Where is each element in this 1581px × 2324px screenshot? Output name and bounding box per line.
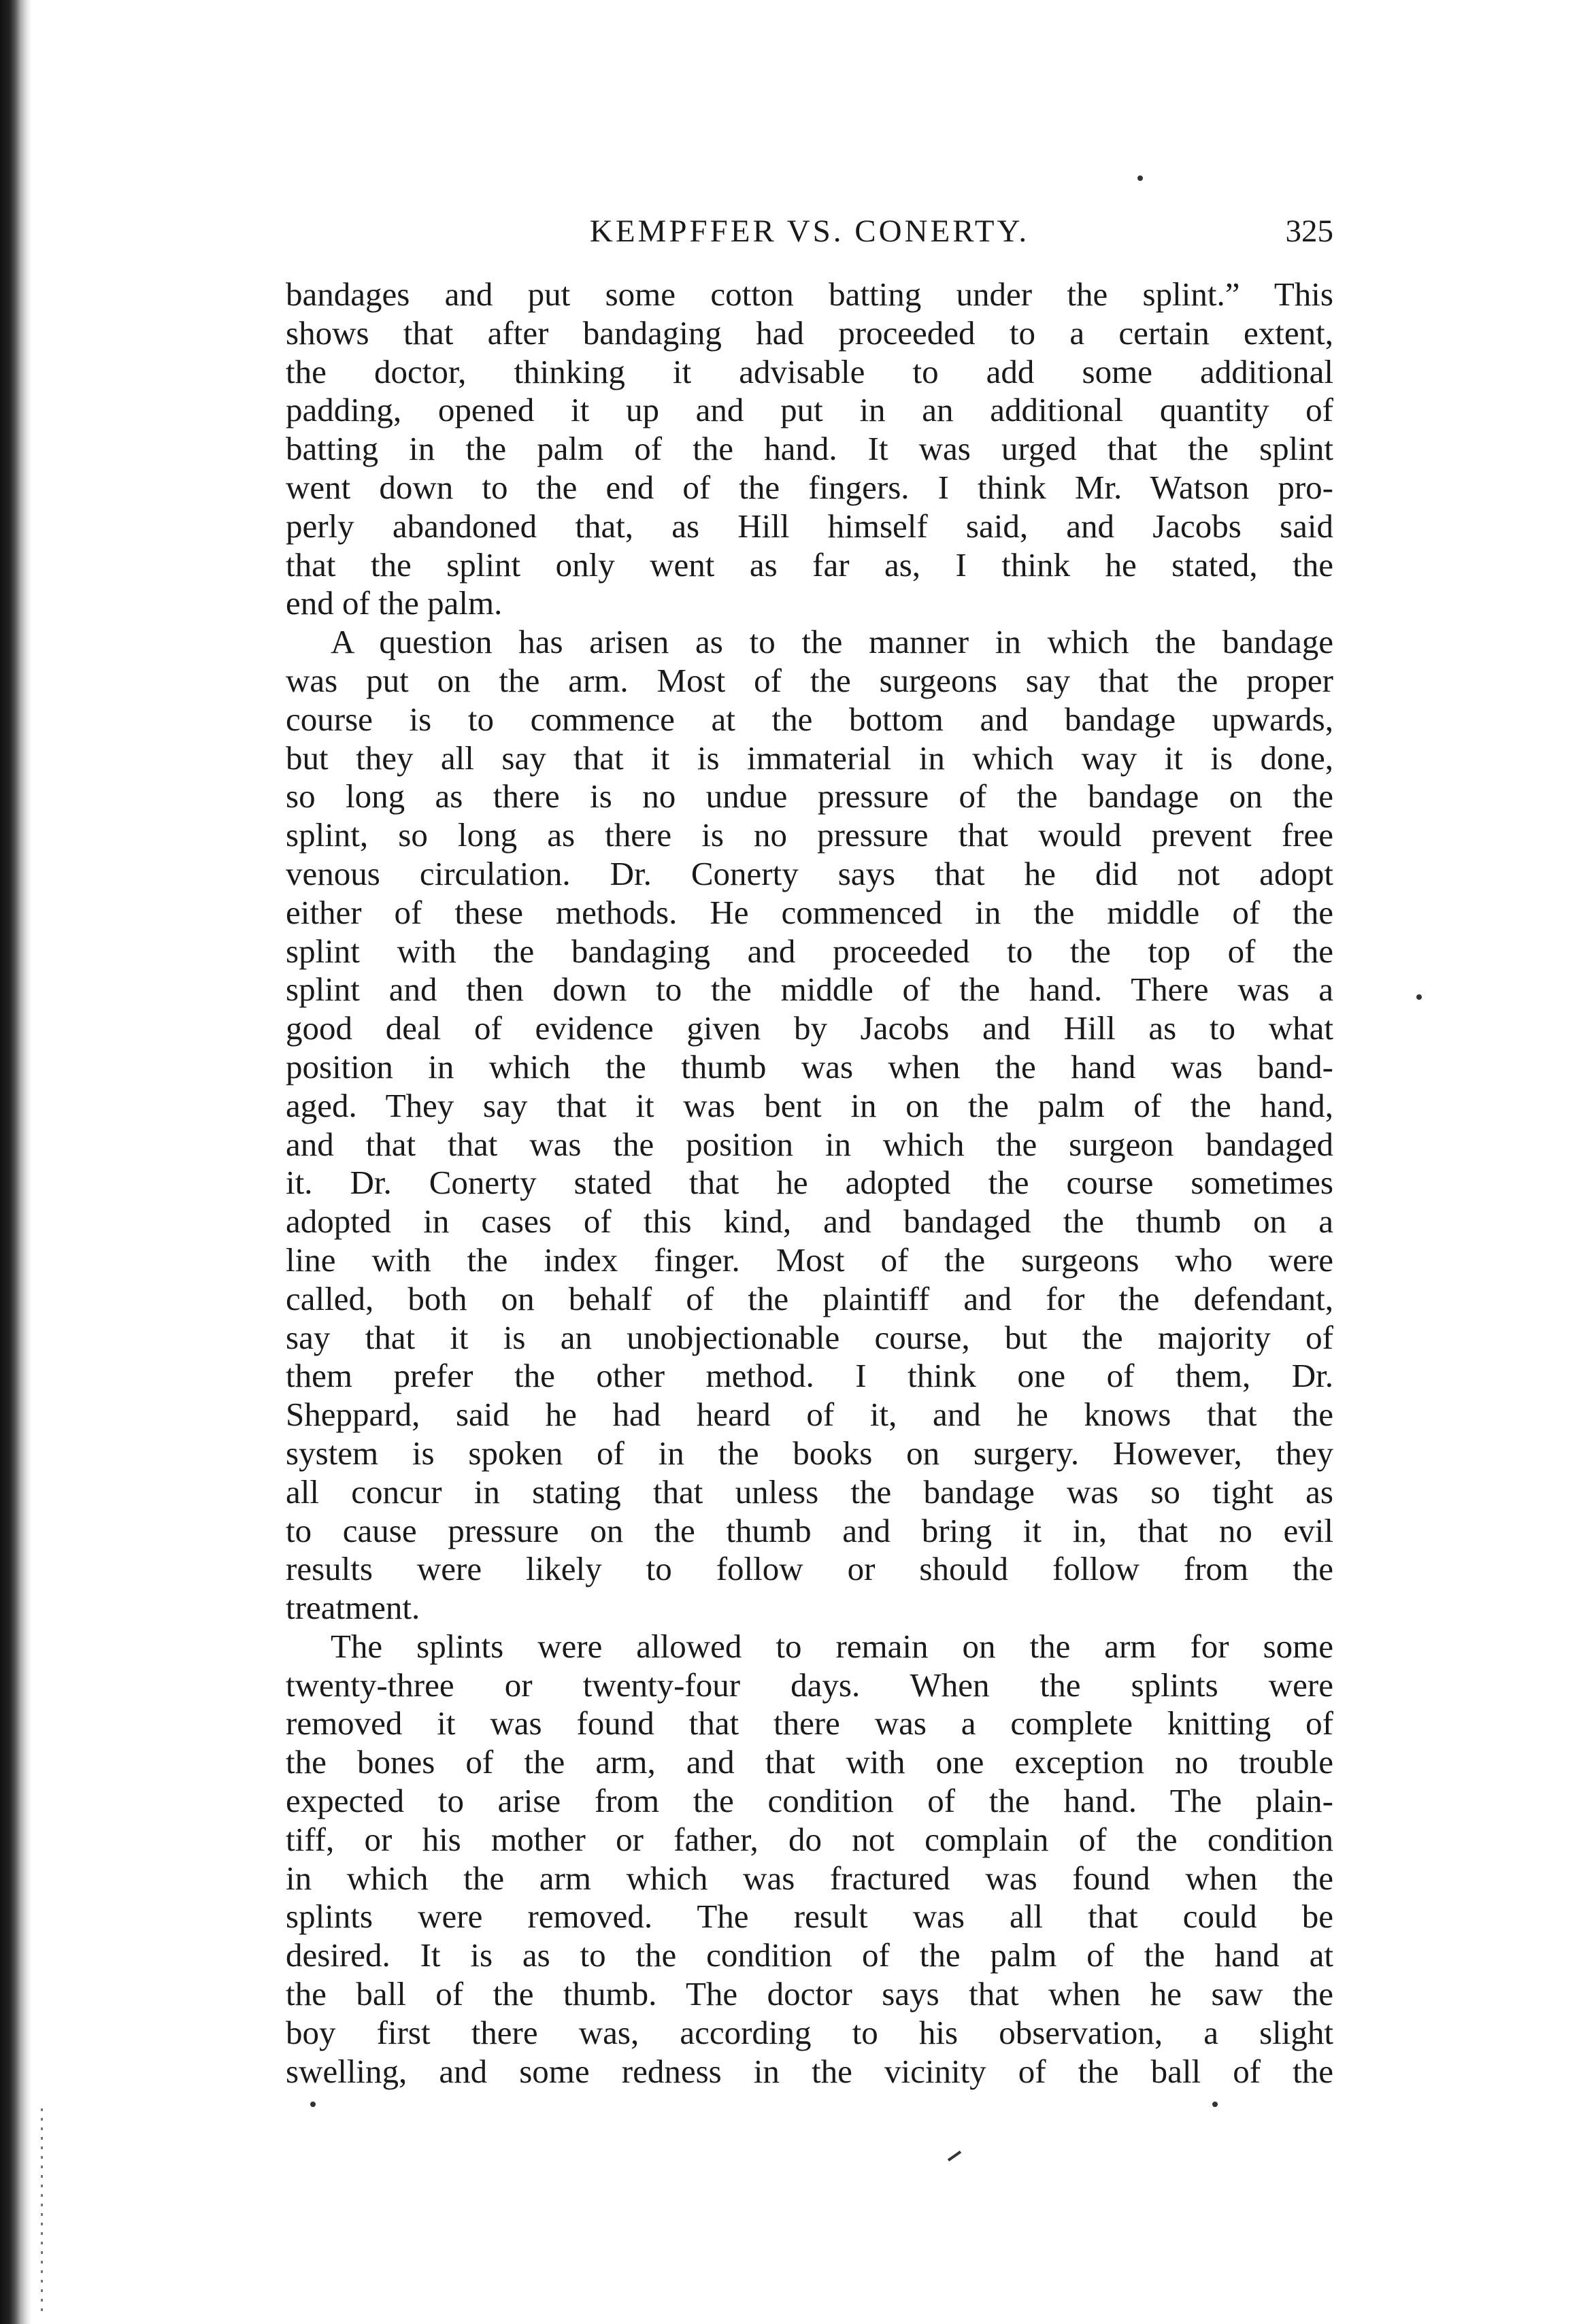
text-line: twenty-three or twenty-four days. When the splints were	[286, 1666, 1333, 1704]
text-line: good deal of evidence given by Jacobs and Hill as to what	[286, 1009, 1333, 1047]
text-line: Sheppard, said he had heard of it, and he knows that the	[286, 1396, 1333, 1434]
text-line: course is to commence at the bottom and bandage upwards,	[286, 700, 1333, 738]
text-line: aged. They say that it was bent in on the palm of the hand,	[286, 1086, 1333, 1124]
text-line: it. Dr. Conerty stated that he adopted the course sometimes	[286, 1164, 1333, 1202]
page-header	[286, 204, 1333, 258]
text-line: adopted in cases of this kind, and bandaged the thumb on a	[286, 1202, 1333, 1241]
text-line: all concur in stating that unless the bandage was so tight as	[286, 1472, 1333, 1511]
print-mark	[948, 2151, 961, 2161]
text-line: splints were removed. The result was all that could be	[286, 1898, 1333, 1936]
text-line: desired. It is as to the condition of the palm of the hand at	[286, 1936, 1333, 1974]
binding-edge	[0, 0, 31, 2324]
text-line: shows that after bandaging had proceeded to a certain extent,	[286, 314, 1333, 352]
text-line: splint and then down to the middle of the hand. There was a	[286, 971, 1333, 1009]
text-line: A question has arisen as to the manner in which the bandage	[331, 623, 1333, 661]
text-line: splint, so long as there is no pressure that would prevent free	[286, 816, 1333, 854]
text-line: removed it was found that there was a complete knitting of	[286, 1704, 1333, 1742]
text-line: tiff, or his mother or father, do not complain of the condition	[286, 1820, 1333, 1858]
text-line: end of the palm.	[286, 584, 503, 622]
text-line: results were likely to follow or should follow from the	[286, 1550, 1333, 1588]
page-number: 325	[1285, 214, 1333, 249]
text-line: and that that was the position in which the surgeon bandaged	[286, 1125, 1333, 1163]
text-line: to cause pressure on the thumb and bring it in, that no evil	[286, 1511, 1333, 1549]
text-line: treatment.	[286, 1589, 420, 1627]
text-line: that the splint only went as far as, I think he stated, the	[286, 545, 1333, 584]
text-line: expected to arise from the condition of the hand. The plain-	[286, 1782, 1333, 1820]
text-line: batting in the palm of the hand. It was urged that the splint	[286, 430, 1333, 468]
print-speck	[310, 2102, 316, 2107]
text-line: boy first there was, according to his observation, a slight	[286, 2013, 1333, 2051]
print-speck	[1212, 2102, 1218, 2107]
print-speck	[1137, 175, 1143, 181]
text-line: say that it is an unobjectionable course, but the majority of	[286, 1318, 1333, 1356]
text-line: venous circulation. Dr. Conerty says that he did not adopt	[286, 854, 1333, 892]
text-line: system is spoken of in the books on surgery. However, they	[286, 1434, 1333, 1472]
binding-edge-speckle	[41, 2108, 43, 2312]
print-speck	[1416, 994, 1422, 1000]
text-line: but they all say that it is immaterial in which way it is done,	[286, 739, 1333, 777]
text-line: position in which the thumb was when the hand was band-	[286, 1047, 1333, 1085]
text-line: the doctor, thinking it advisable to add some additional	[286, 352, 1333, 390]
text-line: line with the index finger. Most of the surgeons who were	[286, 1241, 1333, 1279]
text-line: perly abandoned that, as Hill himself said, and Jacobs said	[286, 507, 1333, 545]
text-line: went down to the end of the fingers. I think Mr. Watson pro-	[286, 468, 1333, 506]
text-line: either of these methods. He commenced in the middle of the	[286, 893, 1333, 931]
running-head: KEMPFFER VS. CONERTY.	[589, 214, 1030, 249]
text-line: the bones of the arm, and that with one exception no trouble	[286, 1743, 1333, 1781]
text-line: in which the arm which was fractured was found when the	[286, 1859, 1333, 1897]
text-line: them prefer the other method. I think one of them, Dr.	[286, 1357, 1333, 1395]
text-line: called, both on behalf of the plaintiff and for the defendant,	[286, 1279, 1333, 1317]
text-line: so long as there is no undue pressure of the bandage on the	[286, 777, 1333, 815]
text-line: swelling, and some redness in the vicinity of the ball of the	[286, 2052, 1333, 2090]
text-line: the ball of the thumb. The doctor says that when he saw the	[286, 1975, 1333, 2013]
text-line: bandages and put some cotton batting under the splint.” This	[286, 275, 1333, 313]
text-line: The splints were allowed to remain on the arm for some	[331, 1627, 1333, 1665]
text-line: was put on the arm. Most of the surgeons say that the proper	[286, 661, 1333, 699]
text-line: splint with the bandaging and proceeded to the top of the	[286, 932, 1333, 970]
body-text	[286, 275, 1333, 2091]
text-line: padding, opened it up and put in an additional quantity of	[286, 391, 1333, 429]
